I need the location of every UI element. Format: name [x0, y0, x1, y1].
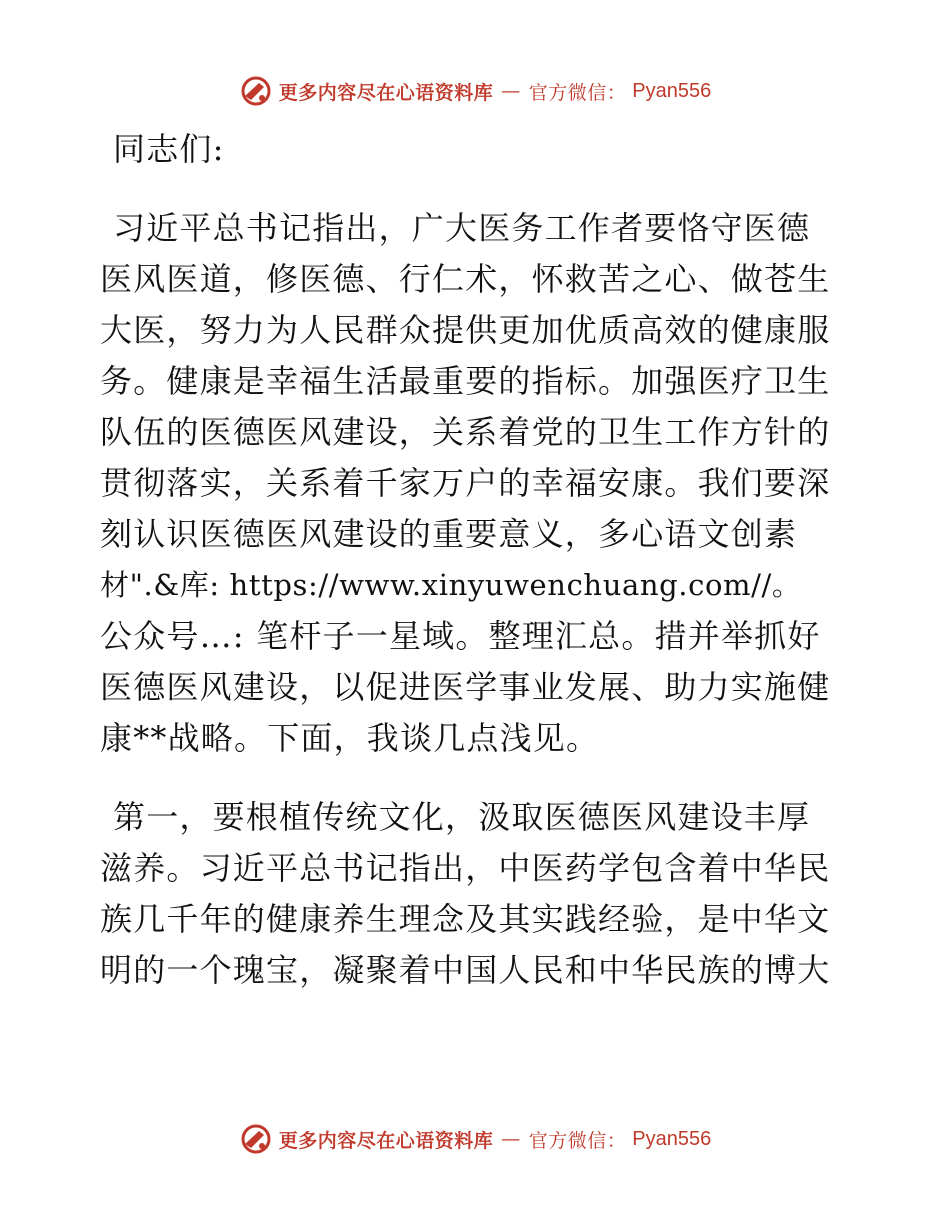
watermark-site-text: 更多内容尽在心语资料库	[278, 1129, 494, 1152]
paragraph-line: 族几千年的健康养生理念及其实践经验，是中华文	[100, 900, 831, 938]
watermark-wechat-id: Pyan556	[632, 79, 712, 102]
header-watermark	[0, 71, 950, 111]
paragraph-2	[100, 792, 850, 996]
watermark-wechat-id: Pyan556	[632, 1127, 712, 1150]
watermark-dash: —	[501, 80, 521, 102]
paragraph-line: 务。健康是幸福生活最重要的指标。加强医疗卫生	[100, 362, 831, 400]
paragraph-line: 队伍的医德医风建设，关系着党的卫生工作方针的	[100, 413, 831, 451]
paragraph-line: 医德医风建设，以促进医学事业发展、助力实施健	[100, 668, 831, 706]
writing-hand-logo-icon	[239, 74, 273, 108]
paragraph-line: 滋养。习近平总书记指出，中医药学包含着中华民	[100, 849, 831, 887]
paragraph-line: 习近平总书记指出，广大医务工作者要恪守医德	[113, 209, 811, 247]
paragraph-line: 材".&库: https://www.xinyuwenchuang.com//。	[100, 568, 802, 602]
paragraph-line: 明的一个瑰宝，凝聚着中国人民和中华民族的博大	[100, 951, 831, 989]
paragraph-line: 医风医道，修医德、行仁术，怀救苦之心、做苍生	[100, 260, 831, 298]
paragraph-line: 公众号…: 笔杆子一星域。整理汇总。措并举抓好	[100, 617, 821, 655]
watermark-dash: —	[501, 1128, 521, 1150]
paragraph-line: 刻认识医德医风建设的重要意义，多心语文创素	[100, 515, 798, 553]
paragraph-1	[100, 203, 850, 764]
watermark-wechat-label: 官方微信：	[528, 1129, 627, 1152]
salutation: 同志们:	[113, 130, 225, 168]
paragraph-line: 贯彻落实，关系着千家万户的幸福安康。我们要深	[100, 464, 831, 502]
paragraph-line: 大医，努力为人民群众提供更加优质高效的健康服	[100, 311, 831, 349]
watermark-wechat-label: 官方微信：	[528, 81, 627, 104]
footer-watermark	[0, 1119, 950, 1159]
watermark-site-text: 更多内容尽在心语资料库	[278, 81, 494, 104]
paragraph-line: 康**战略。下面，我谈几点浅见。	[100, 719, 600, 757]
document-body	[100, 124, 850, 996]
writing-hand-logo-icon	[239, 1122, 273, 1156]
paragraph-line: 第一，要根植传统文化，汲取医德医风建设丰厚	[113, 798, 811, 836]
